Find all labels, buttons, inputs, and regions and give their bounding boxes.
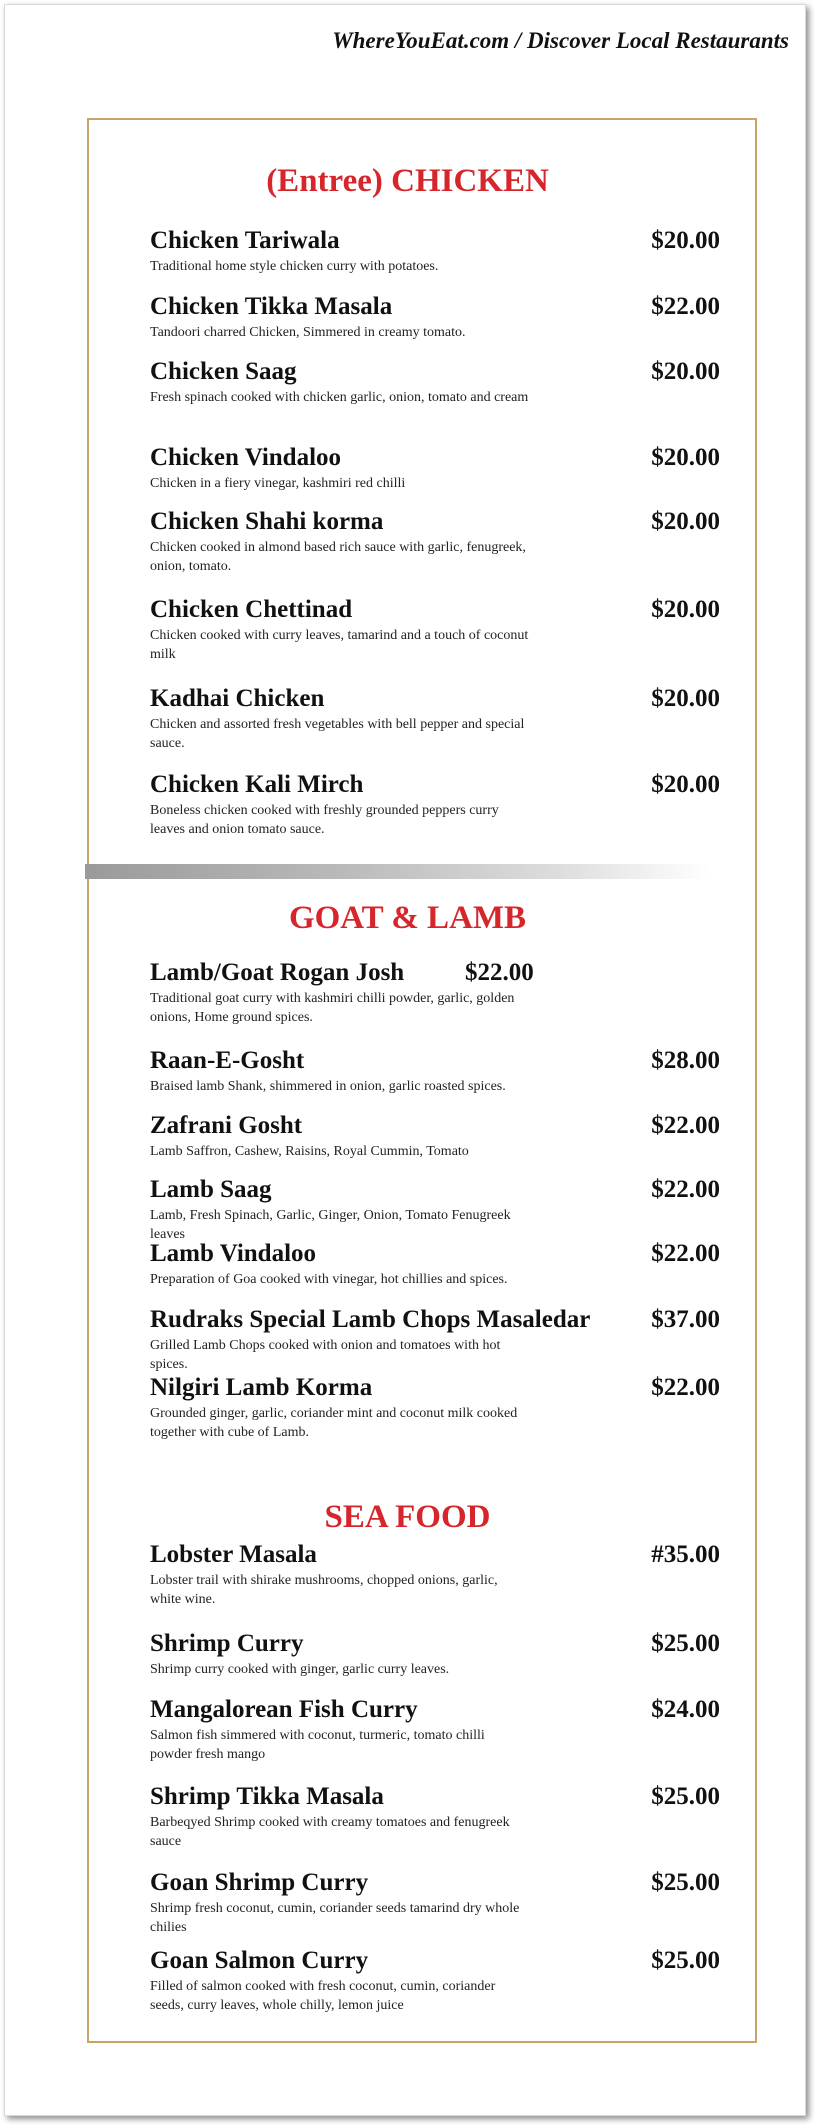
item-price: #35.00	[651, 1541, 720, 1568]
item-description: Preparation of Goa cooked with vinegar, hot chillies and spices.	[150, 1272, 508, 1287]
item-name: Lamb Vindaloo	[150, 1240, 317, 1267]
item-price: $22.00	[465, 959, 534, 986]
item-price: $20.00	[651, 685, 720, 712]
item-description: Barbeqyed Shrimp cooked with creamy tomatoes and fenugreek sauce	[150, 1815, 510, 1849]
item-price: $37.00	[651, 1306, 720, 1333]
item-name: Shrimp Tikka Masala	[150, 1783, 384, 1810]
item-description: Shrimp curry cooked with ginger, garlic curry leaves.	[150, 1662, 450, 1677]
item-description: Lobster trail with shirake mushrooms, chopped onions, garlic, white wine.	[150, 1573, 498, 1607]
item-description: Shrimp fresh coconut, cumin, coriander seeds tamarind dry whole chilies	[150, 1901, 520, 1935]
item-price: $20.00	[651, 227, 720, 254]
menu-item	[150, 1869, 720, 1937]
item-price: $22.00	[651, 1374, 720, 1401]
item-description: Boneless chicken cooked with freshly grounded peppers curry leaves and onion tomato sauce.	[150, 803, 499, 837]
item-name: Goan Salmon Curry	[150, 1947, 369, 1974]
item-price: $20.00	[651, 596, 720, 623]
item-name: Chicken Chettinad	[150, 596, 353, 623]
section-title-seafood: SEA FOOD	[324, 1499, 491, 1535]
item-description: Chicken cooked with curry leaves, tamarind and a touch of coconut milk	[150, 628, 529, 662]
item-name: Goan Shrimp Curry	[150, 1869, 369, 1896]
item-description: Chicken cooked in almond based rich sauce with garlic, fenugreek, onion, tomato.	[150, 540, 526, 574]
menu-item	[150, 1947, 720, 2015]
item-description: Chicken in a fiery vinegar, kashmiri red chilli	[150, 476, 406, 491]
section-title-chicken: (Entree) CHICKEN	[266, 163, 549, 199]
menu-item	[150, 596, 720, 664]
menu-item	[150, 1306, 720, 1374]
item-price: $25.00	[651, 1869, 720, 1896]
item-name: Chicken Shahi korma	[150, 508, 384, 535]
item-name: Lamb/Goat Rogan Josh	[150, 959, 405, 986]
item-price: $22.00	[651, 1112, 720, 1139]
item-description: Braised lamb Shank, shimmered in onion, garlic roasted spices.	[150, 1079, 506, 1094]
menu-item	[150, 227, 720, 276]
item-price: $25.00	[651, 1783, 720, 1810]
item-name: Raan-E-Gosht	[150, 1047, 305, 1074]
menu-item	[150, 1541, 720, 1609]
item-description: Traditional goat curry with kashmiri chilli powder, garlic, golden onions, Home ground spices.	[150, 991, 515, 1025]
item-price: $25.00	[651, 1947, 720, 1974]
menu-item	[150, 508, 720, 576]
menu-item	[150, 358, 720, 407]
item-price: $20.00	[651, 508, 720, 535]
item-name: Chicken Tikka Masala	[150, 293, 393, 320]
item-price: $20.00	[651, 358, 720, 385]
item-name: Rudraks Special Lamb Chops Masaledar	[150, 1306, 591, 1333]
item-name: Mangalorean Fish Curry	[150, 1696, 418, 1723]
item-price: $24.00	[651, 1696, 720, 1723]
item-price: $20.00	[651, 771, 720, 798]
item-name: Chicken Kali Mirch	[150, 771, 364, 798]
item-description: Grilled Lamb Chops cooked with onion and tomatoes with hot spices.	[150, 1338, 501, 1372]
item-price: $28.00	[651, 1047, 720, 1074]
item-name: Chicken Saag	[150, 358, 297, 385]
item-description: Filled of salmon cooked with fresh coconut, cumin, coriander seeds, curry leaves, whole chilly, lemon juice	[150, 1979, 496, 2013]
item-name: Shrimp Curry	[150, 1630, 304, 1657]
item-name: Kadhai Chicken	[150, 685, 325, 712]
menu-item	[150, 1630, 720, 1679]
menu-item	[150, 771, 720, 839]
watermark-text[interactable]: WhereYouEat.com / Discover Local Restaurants	[332, 28, 789, 53]
item-description: Grounded ginger, garlic, coriander mint and coconut milk cooked together with cube of Lamb.	[150, 1406, 518, 1440]
item-price: $22.00	[651, 293, 720, 320]
item-name: Zafrani Gosht	[150, 1112, 303, 1139]
item-description: Chicken and assorted fresh vegetables with bell pepper and special sauce.	[150, 717, 525, 751]
menu-item	[150, 293, 720, 342]
menu-item	[150, 959, 720, 1027]
menu-item	[150, 1176, 720, 1244]
section-divider	[85, 864, 710, 879]
item-description: Salmon fish simmered with coconut, turmeric, tomato chilli powder fresh mango	[150, 1728, 485, 1762]
item-description: Tandoori charred Chicken, Simmered in creamy tomato.	[150, 325, 466, 340]
menu-item	[150, 1047, 720, 1096]
item-price: $25.00	[651, 1630, 720, 1657]
menu-item	[150, 1112, 720, 1161]
menu-item	[150, 1374, 720, 1442]
section-title-lamb: GOAT & LAMB	[288, 900, 527, 936]
item-description: Traditional home style chicken curry with potatoes.	[150, 259, 439, 274]
menu-item	[150, 444, 720, 493]
item-price: $22.00	[651, 1176, 720, 1203]
item-name: Chicken Vindaloo	[150, 444, 342, 471]
item-description: Lamb Saffron, Cashew, Raisins, Royal Cummin, Tomato	[150, 1144, 469, 1159]
menu-item	[150, 1696, 720, 1764]
item-name: Nilgiri Lamb Korma	[150, 1374, 373, 1401]
item-name: Lobster Masala	[150, 1541, 317, 1568]
item-name: Chicken Tariwala	[150, 227, 340, 254]
item-price: $20.00	[651, 444, 720, 471]
menu-item	[150, 685, 720, 753]
item-description: Fresh spinach cooked with chicken garlic, onion, tomato and cream	[150, 390, 529, 405]
menu-item	[150, 1783, 720, 1851]
menu-item	[150, 1240, 720, 1289]
item-price: $22.00	[651, 1240, 720, 1267]
item-description: Lamb, Fresh Spinach, Garlic, Ginger, Onion, Tomato Fenugreek leaves	[150, 1208, 511, 1242]
item-name: Lamb Saag	[150, 1176, 272, 1203]
